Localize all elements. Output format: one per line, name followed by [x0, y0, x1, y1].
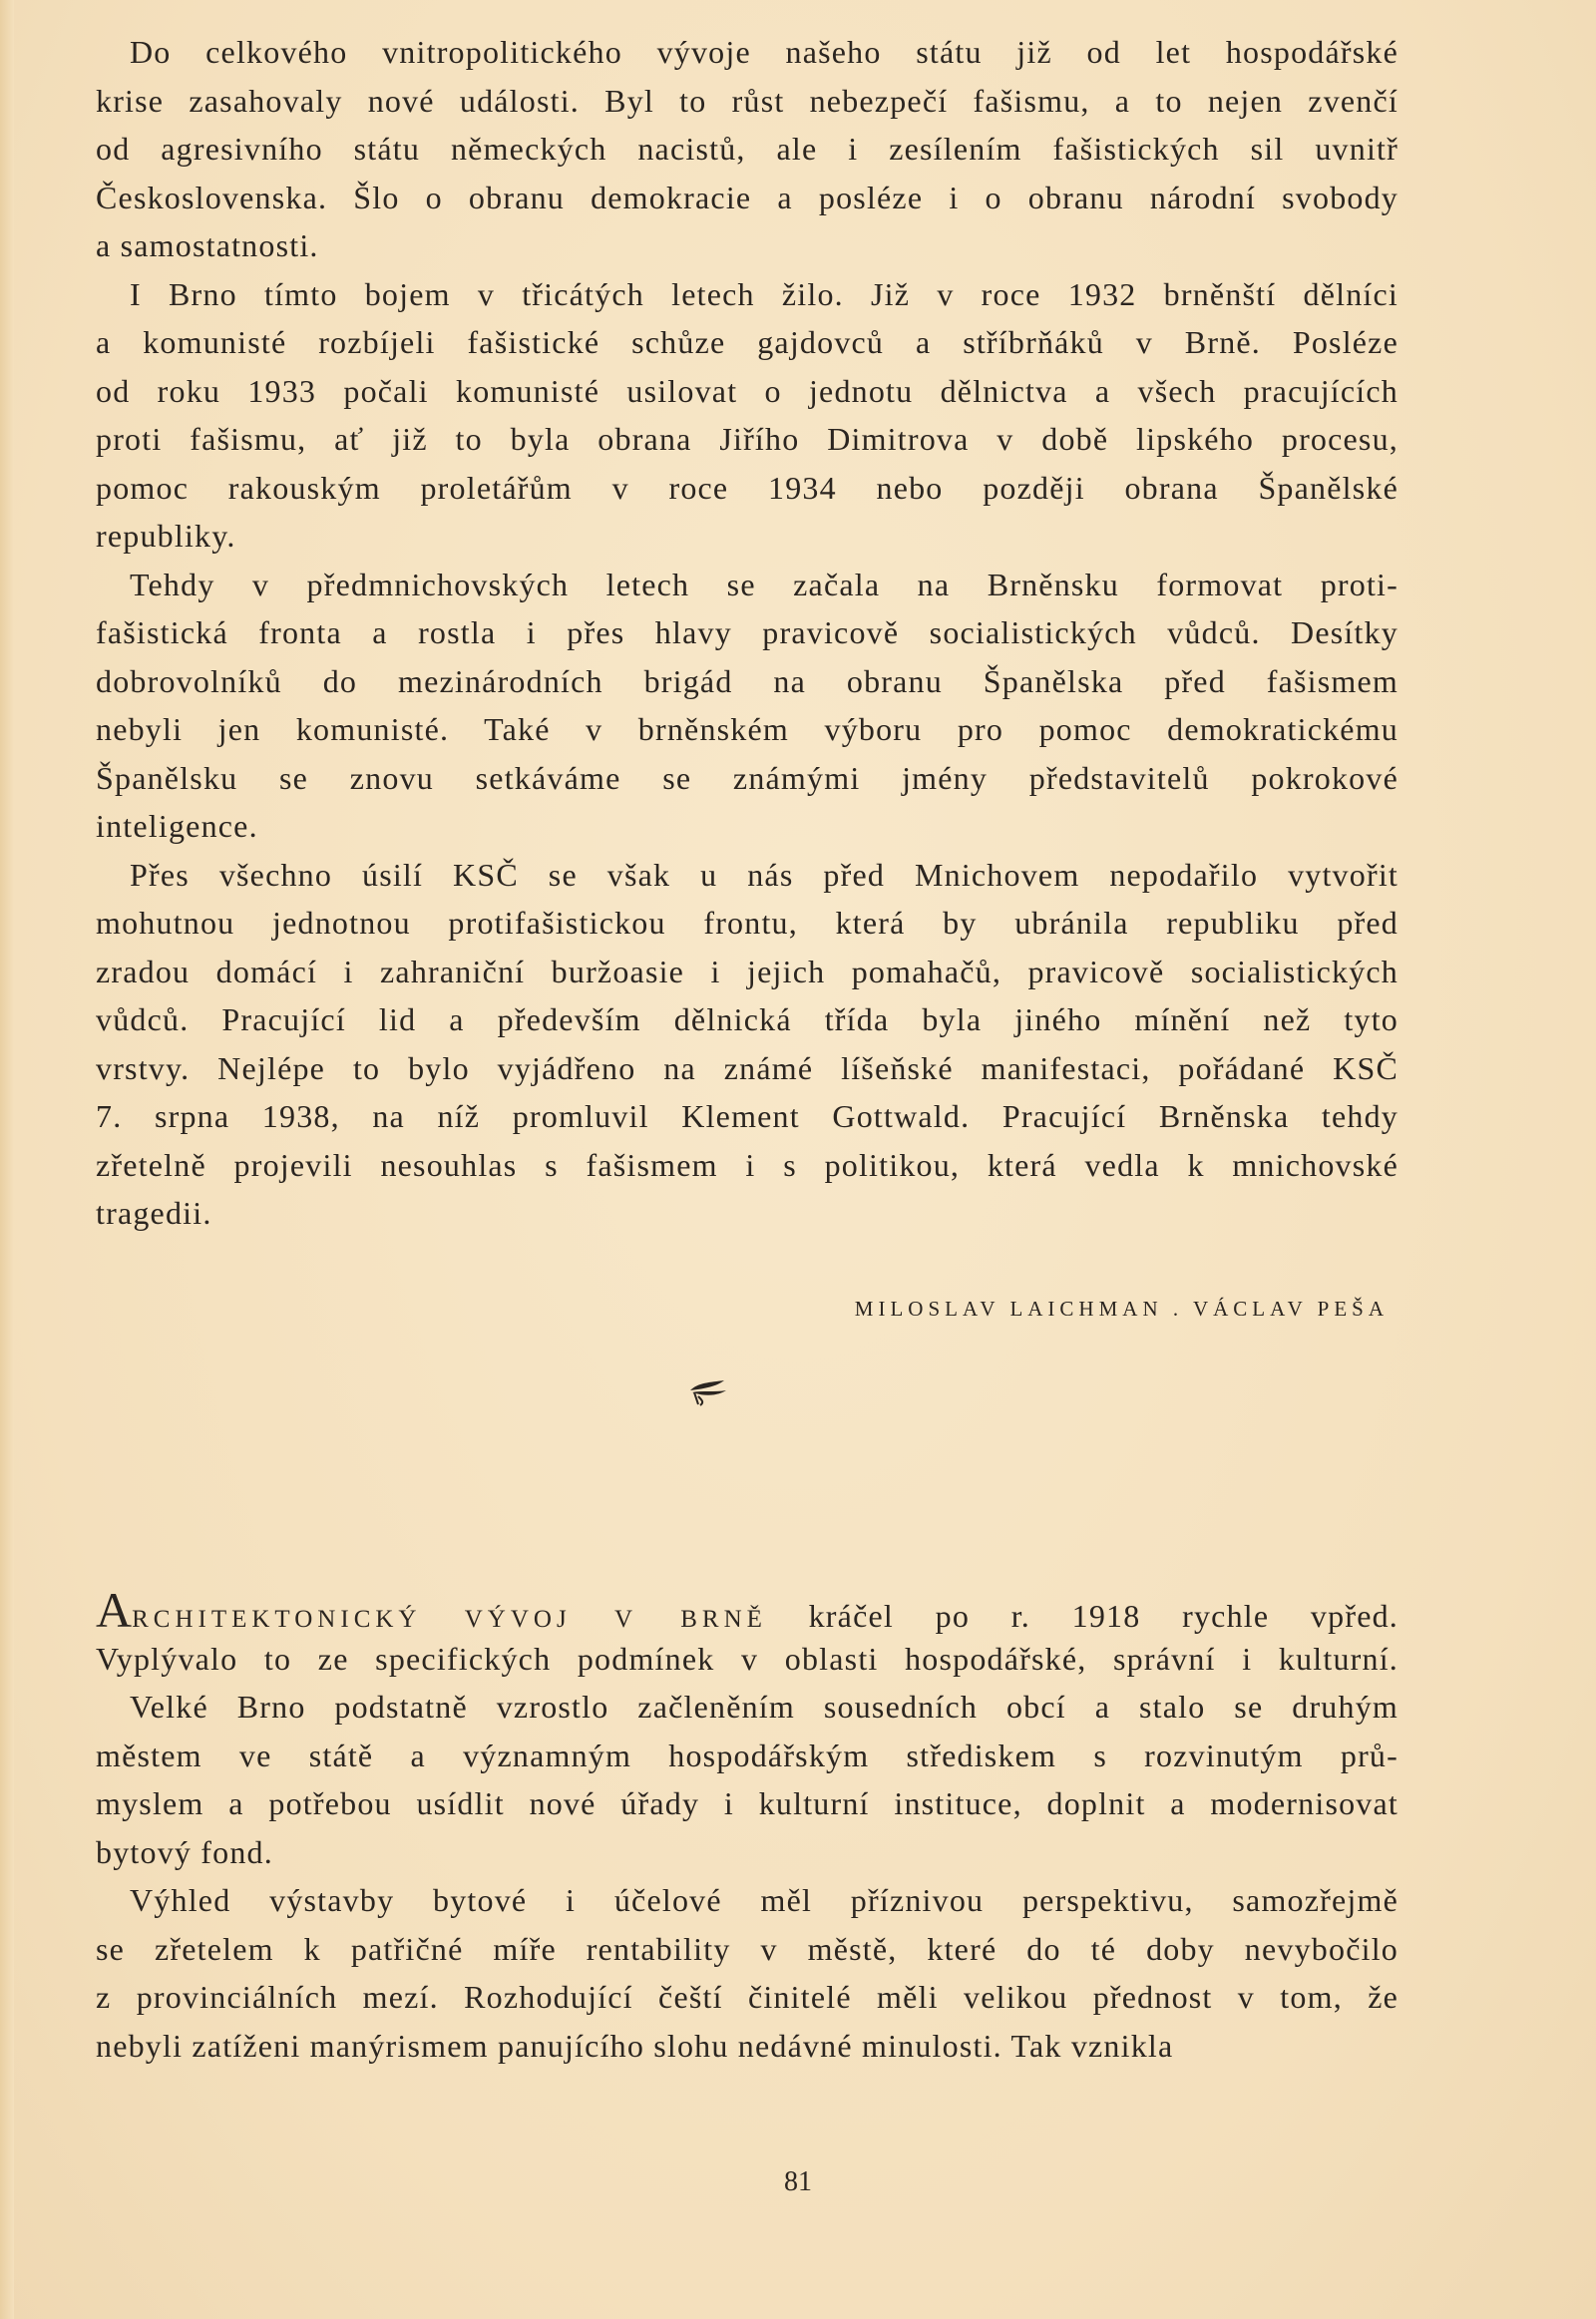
text-line: a samostatnosti.	[96, 227, 319, 263]
text-line: nebyli zatíženi manýrismem panujícího slohu nedávné minulosti. Tak vznikla	[96, 2027, 1174, 2064]
text-line: inteligence.	[96, 808, 258, 844]
text-line: od agresivního státu německých nacistů, ale i zesílením fašistických sil uvnitř	[96, 131, 1398, 167]
section-1-text	[96, 28, 1398, 1238]
text-line: pomoc rakouským proletářům v roce 1934 nebo později obrana Španělské	[96, 469, 1398, 506]
text-line: myslem a potřebou usídlit nové úřady i kulturní instituce, doplnit a modernisovat	[96, 1785, 1398, 1821]
text-line: krise zasahovaly nové události. Byl to růst nebezpečí fašismu, a to nejen zvenčí	[96, 82, 1398, 119]
text-line: Československa. Šlo o obranu demokracie a posléze i o obranu národní svobody	[96, 179, 1398, 215]
text-line: 7. srpna 1938, na níž promluvil Klement Gottwald. Pracující Brněnska tehdy	[96, 1098, 1398, 1134]
text-line: fašistická fronta a rostla i přes hlavy pravicově socialistických vůdců. Desítky	[96, 614, 1398, 650]
text-line: z provinciálních mezí. Rozhodující čeští činitelé měli velikou přednost v tom, že	[96, 1979, 1398, 2015]
text-line: Tehdy v předmnichovských letech se začala na Brněnsku formovat proti-	[130, 566, 1398, 602]
page-edge	[0, 0, 14, 2319]
text-line: republiky.	[96, 518, 236, 554]
section-heading-line	[96, 1582, 1398, 1638]
text-line: a komunisté rozbíjeli fašistické schůze gajdovců a stříbrňáků v Brně. Posléze	[96, 324, 1398, 360]
text-line: tragedii.	[96, 1195, 212, 1231]
section-2-text	[96, 1582, 1398, 2070]
text-line: dobrovolníků do mezinárodních brigád na obranu Španělska před fašismem	[96, 662, 1398, 699]
text-line: Do celkového vnitropolitického vývoje našeho státu již od let hospodářské	[130, 34, 1398, 70]
text-line: vrstvy. Nejlépe to bylo vyjádřeno na známé líšeňské manifestaci, pořádané KSČ	[96, 1049, 1398, 1086]
text-line: Španělsku se znovu setkáváme se známými jmény představitelů pokrokové	[96, 759, 1398, 796]
text-line: bytový fond.	[96, 1833, 273, 1870]
text-line: nebyli jen komunisté. Také v brněnském výboru pro pomoc demokratickému	[96, 711, 1398, 747]
heading-line-rest: kráčel po r. 1918 rychle vpřed.	[808, 1598, 1398, 1634]
text-line: od roku 1933 počali komunisté usilovat o jednotu dělnictva a všech pracujících	[96, 372, 1398, 409]
text-line: vůdců. Pracující lid a především dělnická třída byla jiného mínění než tyto	[96, 1001, 1398, 1037]
text-line: mohutnou jednotnou protifašistickou frontu, která by ubránila republiku před	[96, 905, 1398, 941]
text-line: zradou domácí i zahraniční buržoasie i jejich pomahačů, pravicově socialistických	[96, 953, 1398, 989]
page-number: 81	[784, 2166, 812, 2197]
section-heading: RCHITEKTONICKÝ VÝVOJ V BRNĚ	[132, 1606, 767, 1633]
text-line: se zřetelem k patřičné míře rentability v městě, které do té doby nevybočilo	[96, 1930, 1398, 1967]
author-signature: MILOSLAV LAICHMAN . VÁCLAV PEŠA	[854, 1297, 1389, 1321]
drop-cap: A	[96, 1582, 133, 1638]
text-line: I Brno tímto bojem v třicátých letech žilo. Již v roce 1932 brněnští dělníci	[130, 275, 1398, 312]
text-line: zřetelně projevili nesouhlas s fašismem i s politikou, která vedla k mnichovské	[96, 1146, 1398, 1183]
text-line: Výhled výstavby bytové i účelové měl příznivou perspektivu, samozřejmě	[130, 1882, 1398, 1918]
leaf-fleuron-icon	[686, 1376, 730, 1406]
text-line: Vyplývalo to ze specifických podmínek v oblasti hospodářské, správní i kulturní.	[96, 1640, 1398, 1677]
text-line: proti fašismu, ať již to byla obrana Jiřího Dimitrova v době lipského procesu,	[96, 421, 1398, 457]
text-line: Přes všechno úsilí KSČ se však u nás před Mnichovem nepodařilo vytvořit	[130, 856, 1398, 893]
text-line: městem ve státě a významným hospodářským střediskem s rozvinutým prů-	[96, 1737, 1398, 1773]
text-line: Velké Brno podstatně vzrostlo začleněním sousedních obcí a stalo se druhým	[130, 1689, 1398, 1725]
